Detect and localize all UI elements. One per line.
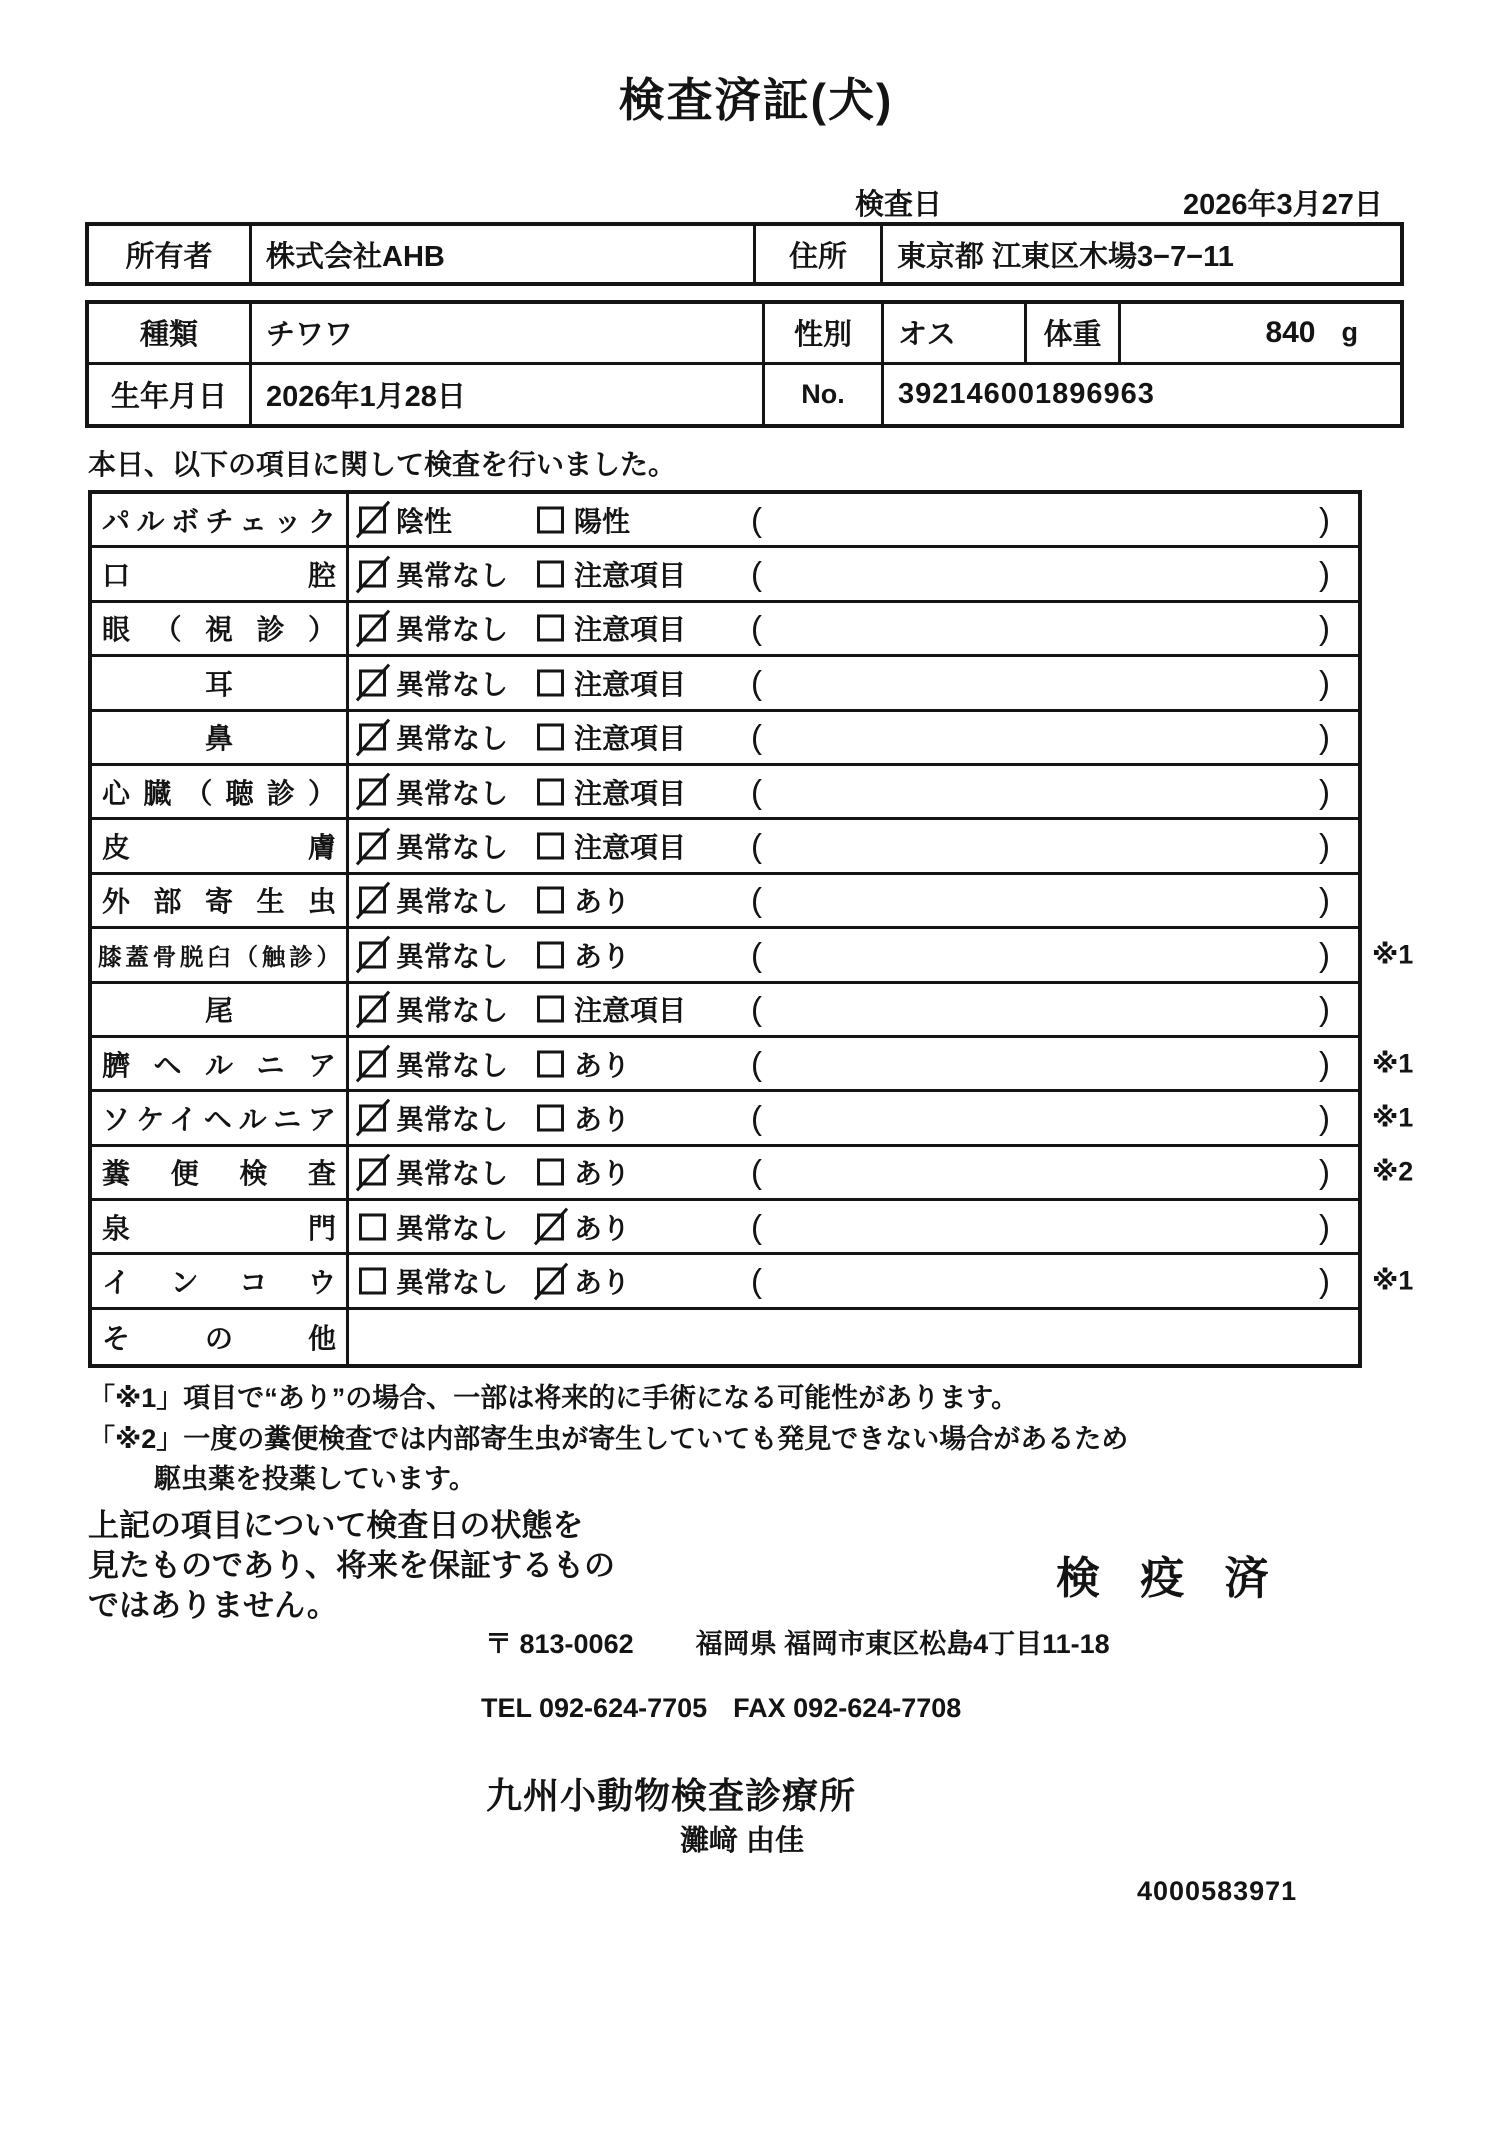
paren-open: ( [751,935,762,973]
footnote-1: 「※1」項目で“あり”の場合、一部は将来的に手術になる可能性があります。 [88,1383,1019,1413]
paren-open: ( [751,663,762,701]
exam-item-label: その他 [92,1310,349,1364]
paren-open: ( [751,1098,762,1136]
weight-value [1118,304,1400,362]
checkbox-caution[interactable] [537,561,564,588]
checkbox-present[interactable] [537,1159,564,1186]
paren-open: ( [751,555,762,593]
exam-row-ears [92,657,1358,711]
exam-row-patella [92,929,1414,983]
exam-item-label: 鼻 [92,712,349,763]
checkbox-normal[interactable] [359,1268,386,1295]
paren-close: ) [1319,990,1330,1028]
exam-row-skin [92,820,1358,874]
paren-close: ) [1319,555,1330,593]
clinic-name: 九州小動物検査診療所 [486,1775,857,1816]
option1-label: 異常なし [396,560,509,592]
row-note-ref1: ※1 [1372,1102,1414,1133]
paren-open: ( [751,1207,762,1245]
animal-table [85,300,1404,428]
option2-label: あり [574,940,631,972]
exam-item-label: 臍ヘルニア [92,1038,349,1089]
option2-label: 注意項目 [574,832,687,864]
option1-label: 異常なし [396,832,509,864]
exam-row-parvo [92,494,1358,548]
option1-label: 異常なし [396,723,509,755]
row-note-ref1: ※1 [1372,1265,1414,1296]
checkbox-normal[interactable] [359,887,386,914]
paren-close: ) [1319,1153,1330,1191]
paren-open: ( [751,827,762,865]
option1-label: 異常なし [396,1158,509,1190]
paren-close: ) [1319,827,1330,865]
option1-label: 異常なし [396,614,509,646]
option2-label: あり [574,1049,631,1081]
exam-item-label: 泉門 [92,1201,349,1252]
option2-label: 注意項目 [574,995,687,1027]
checkbox-caution[interactable] [537,833,564,860]
paren-close: ) [1319,718,1330,756]
paren-open: ( [751,718,762,756]
paren-close: ) [1319,609,1330,647]
no-value: 392146001896963 [881,365,1400,426]
option1-label: 異常なし [396,1103,509,1135]
exam-item-label: 耳 [92,657,349,708]
clinic-address: 福岡県 福岡市東区松島4丁目11-18 [695,1629,1110,1659]
exam-row-other [92,1310,1358,1364]
paren-open: ( [751,772,762,810]
footnote-2-line2: 駆虫薬を投薬しています。 [154,1464,476,1494]
paren-open: ( [751,500,762,538]
row-note-ref1: ※1 [1372,939,1414,970]
sex-value: オス [881,304,1024,362]
option2-label: あり [574,1158,631,1190]
inspection-date-label: 検査日 [855,189,943,221]
no-label: No. [762,365,881,426]
paren-close: ) [1319,935,1330,973]
option1-label: 異常なし [396,940,509,972]
paren-open: ( [751,990,762,1028]
checkbox-caution[interactable] [537,615,564,642]
quarantine-stamp: 検 疫 済 [1056,1554,1283,1603]
option2-label: 注意項目 [574,560,687,592]
paren-open: ( [751,1044,762,1082]
option1-label: 異常なし [396,1267,509,1299]
exam-row-external-parasites [92,875,1358,929]
checkbox-normal[interactable] [359,833,386,860]
checkbox-caution[interactable] [537,669,564,696]
option1-label: 異常なし [396,1212,509,1244]
exam-item-label: 口腔 [92,548,349,599]
checkbox-normal[interactable] [359,669,386,696]
disclaimer-line3: ではありません。 [88,1588,338,1623]
address-label: 住所 [753,226,880,282]
weight-number: 840 [1265,315,1316,349]
other-empty-cell [349,1310,1358,1364]
paren-open: ( [751,881,762,919]
checkbox-normal[interactable] [359,1213,386,1240]
option2-label: あり [574,1267,631,1299]
exam-item-label: 糞便検査 [92,1147,349,1198]
page-title: 検査済証(犬) [618,74,894,126]
birth-value: 2026年1月28日 [249,365,762,426]
checkbox-negative[interactable] [359,506,386,533]
option2-label: 注意項目 [574,614,687,646]
exam-item-label: 外部寄生虫 [92,875,349,926]
paren-close: ) [1319,881,1330,919]
inspection-date-value: 2026年3月27日 [1183,189,1383,221]
weight-unit: g [1341,317,1358,348]
checkbox-caution[interactable] [537,996,564,1023]
paren-open: ( [751,609,762,647]
checkbox-positive[interactable] [537,506,564,533]
option2-label: 注意項目 [574,668,687,700]
option2-label: あり [574,1212,631,1244]
checkbox-normal[interactable] [359,941,386,968]
postal-code: 〒 813-0062 [485,1629,634,1659]
option1-label: 陰性 [396,505,453,537]
exam-row-nose [92,712,1358,766]
checkbox-caution[interactable] [537,778,564,805]
exam-row-umbilical-hernia [92,1038,1414,1092]
exam-table [88,490,1414,1368]
option1-label: 異常なし [396,995,509,1027]
paren-close: ) [1319,663,1330,701]
paren-open: ( [751,1153,762,1191]
option2-label: あり [574,1103,631,1135]
checkbox-normal[interactable] [359,561,386,588]
exam-item-label: 膝蓋骨脱臼（触診） [92,929,349,980]
clinic-tel: TEL 092-624-7705 [481,1693,708,1723]
option1-label: 異常なし [396,1049,509,1081]
clinic-postal-address [485,1622,1110,1661]
disclaimer-line1: 上記の項目について検査日の状態を [88,1508,584,1543]
option1-label: 異常なし [396,668,509,700]
option1-label: 異常なし [396,777,509,809]
exam-item-label: ソケイヘルニア [92,1092,349,1143]
exam-item-label: 眼（視診） [92,603,349,654]
option1-label: 異常なし [396,886,509,918]
serial-number: 4000583971 [1137,1876,1298,1906]
breed-value: チワワ [249,304,762,362]
exam-row-inkou [92,1255,1414,1309]
paren-close: ) [1319,1044,1330,1082]
option2-label: 注意項目 [574,777,687,809]
exam-item-label: インコウ [92,1255,349,1306]
checkbox-caution[interactable] [537,724,564,751]
disclaimer-line2: 見たものであり、将来を保証するもの [88,1548,615,1583]
checkbox-present[interactable] [537,1268,564,1295]
paren-close: ) [1319,500,1330,538]
sex-label: 性別 [762,304,881,362]
checkbox-present[interactable] [537,1104,564,1131]
checkbox-normal[interactable] [359,1104,386,1131]
exam-intro-text: 本日、以下の項目に関して検査を行いました。 [88,449,677,480]
checkbox-normal[interactable] [359,996,386,1023]
exam-item-label: 尾 [92,984,349,1035]
breed-label: 種類 [139,319,198,352]
exam-row-eyes [92,603,1358,657]
row-note-ref2: ※2 [1372,1156,1414,1187]
checkbox-present[interactable] [537,887,564,914]
exam-row-mouth [92,548,1358,602]
checkbox-normal[interactable] [359,615,386,642]
option2-label: あり [574,886,631,918]
exam-row-tail [92,984,1358,1038]
checkbox-normal[interactable] [359,724,386,751]
footnote-2-line1: 「※2」一度の糞便検査では内部寄生虫が寄生していても発見できない場合があるため [88,1424,1129,1454]
owner-value: 株式会社AHB [249,226,753,282]
option2-label: 陽性 [574,505,631,537]
clinic-fax: FAX 092-624-7708 [733,1693,962,1723]
checkbox-normal[interactable] [359,1159,386,1186]
paren-close: ) [1319,772,1330,810]
birth-label: 生年月日 [110,381,227,414]
exam-item-label: 心臓（聴診） [92,766,349,817]
exam-row-inguinal-hernia [92,1092,1414,1146]
exam-row-fontanelle [92,1201,1358,1255]
weight-label: 体重 [1024,304,1118,362]
paren-close: ) [1319,1262,1330,1300]
exam-item-label: 皮膚 [92,820,349,871]
exam-row-heart [92,766,1358,820]
checkbox-normal[interactable] [359,778,386,805]
address-value: 東京都 江東区木場3−7−11 [880,226,1400,282]
option2-label: 注意項目 [574,723,687,755]
clinic-tel-fax [481,1693,961,1724]
checkbox-normal[interactable] [359,1050,386,1077]
owner-table [85,222,1404,286]
paren-close: ) [1319,1098,1330,1136]
veterinarian-name: 灘﨑 由佳 [680,1825,805,1857]
checkbox-present[interactable] [537,1213,564,1240]
owner-label: 所有者 [125,240,213,273]
paren-close: ) [1319,1207,1330,1245]
exam-item-label: パルボチェック [92,494,349,545]
paren-open: ( [751,1262,762,1300]
exam-row-fecal [92,1147,1414,1201]
row-note-ref1: ※1 [1372,1048,1414,1079]
checkbox-present[interactable] [537,941,564,968]
checkbox-present[interactable] [537,1050,564,1077]
